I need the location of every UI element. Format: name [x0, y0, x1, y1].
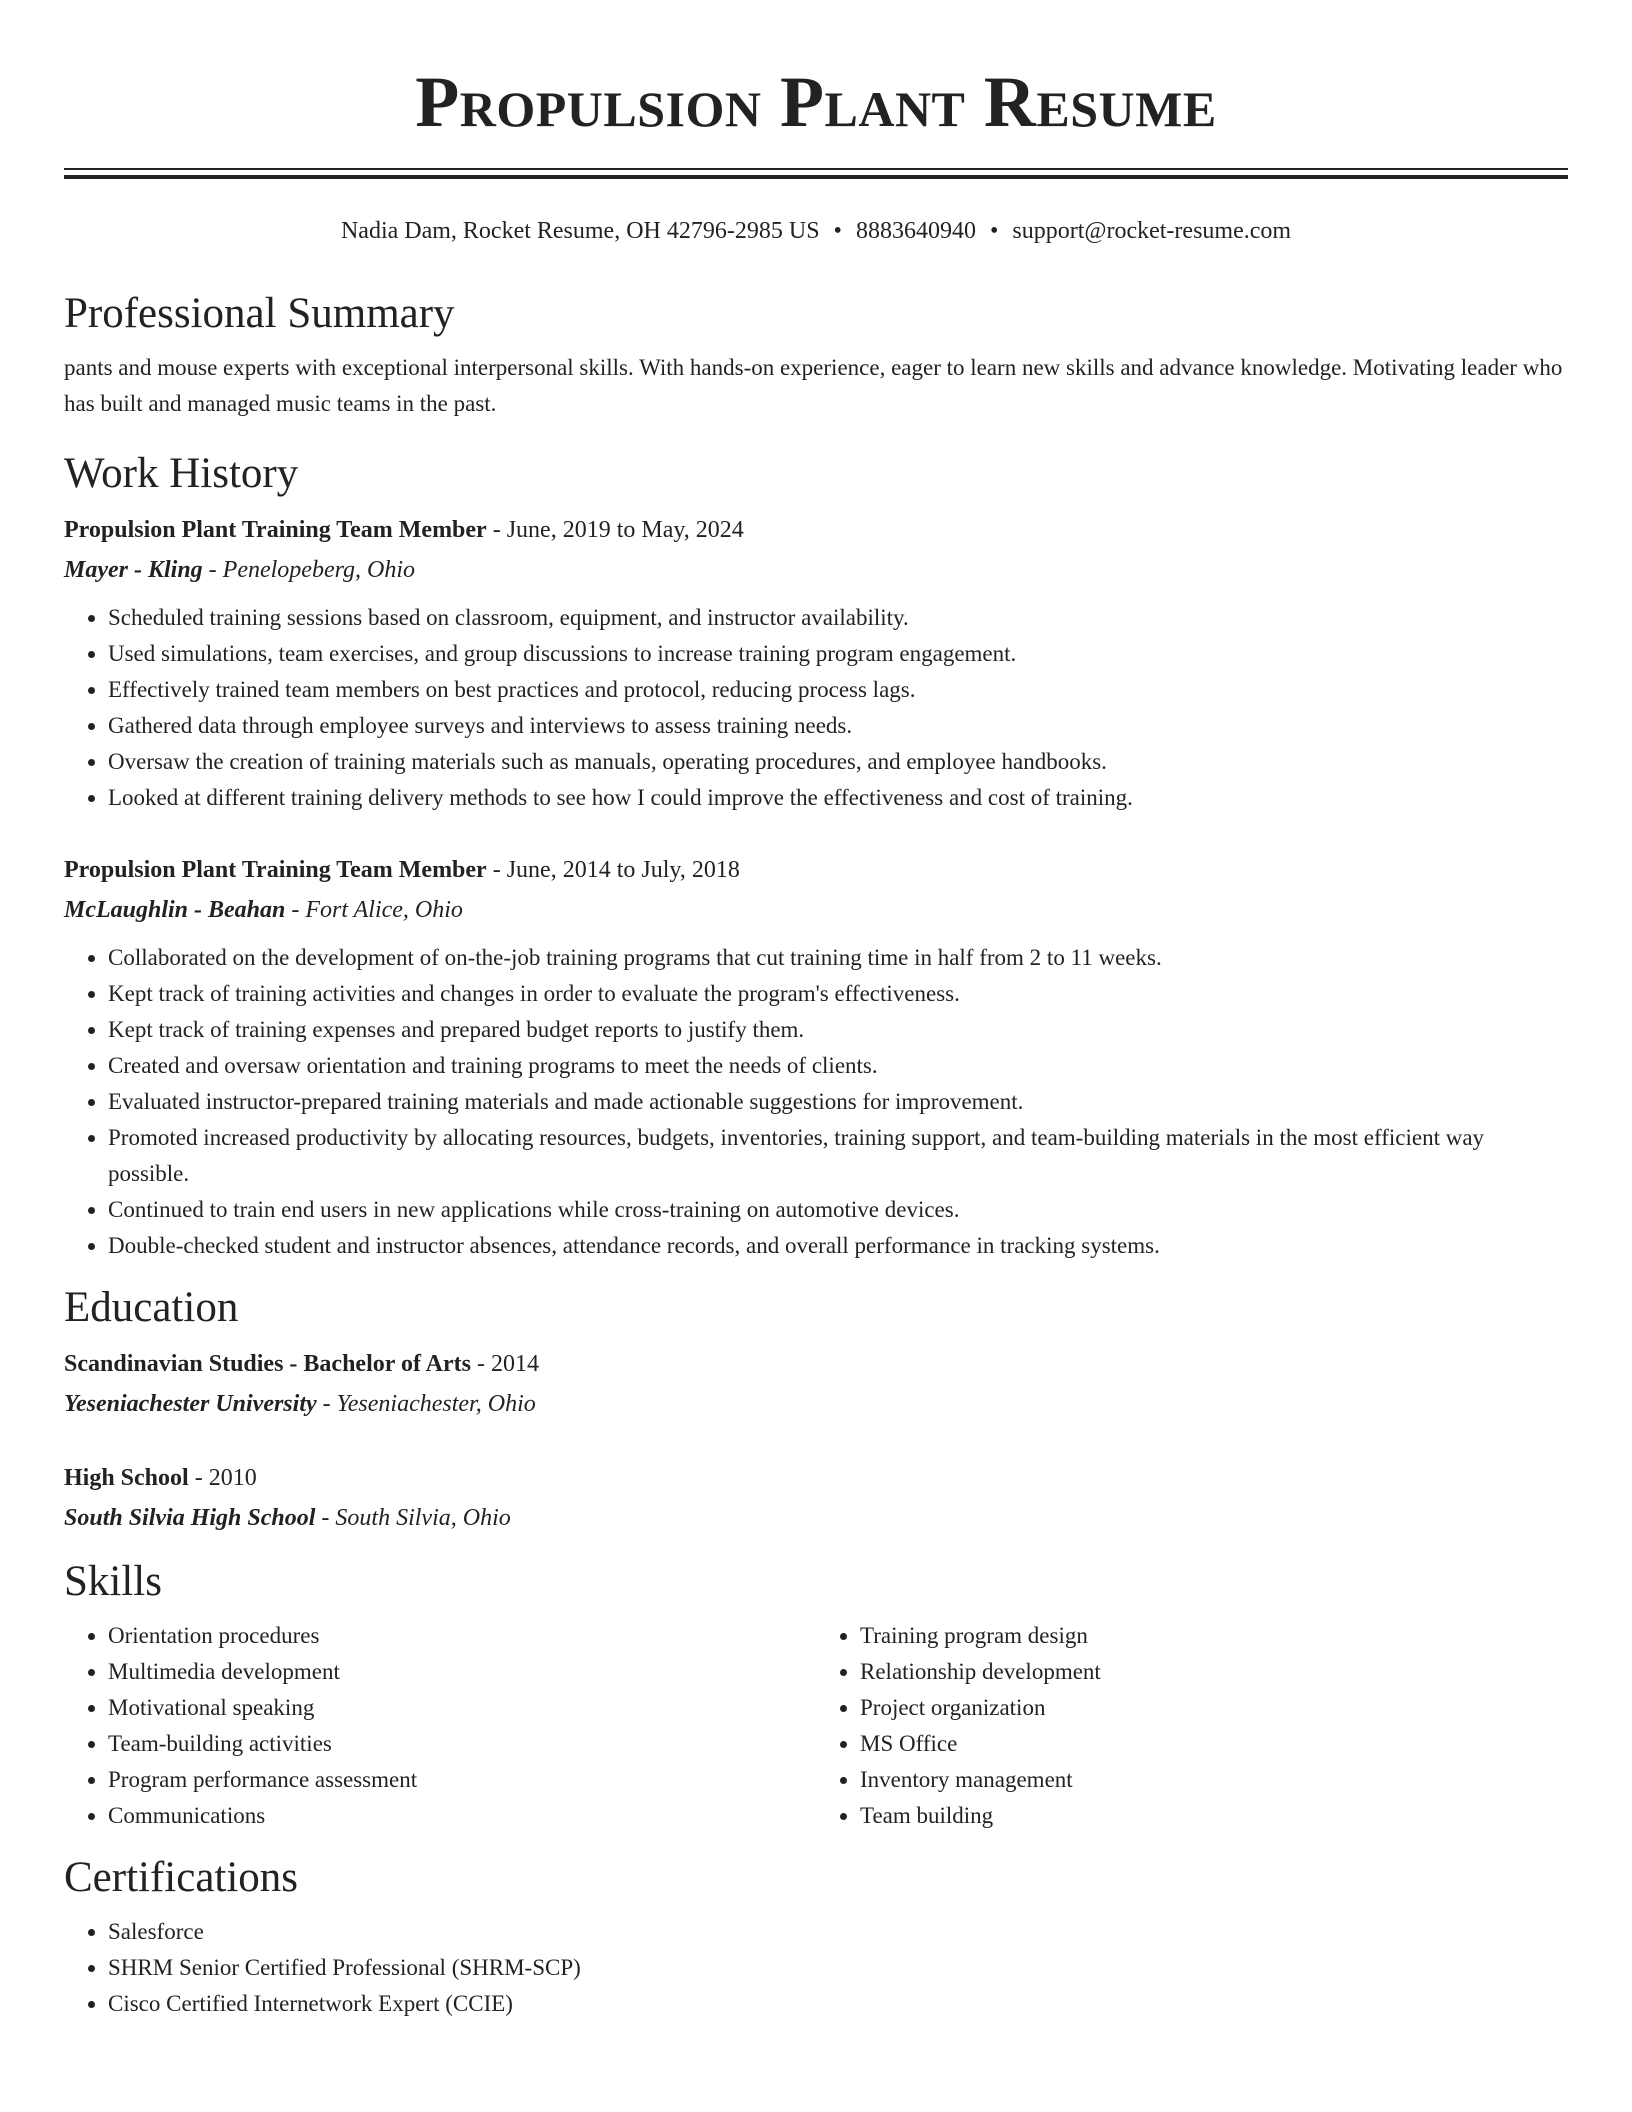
list-item: • Used simulations, team exercises, and group discussions to increase training program engagement.: [108, 636, 1568, 672]
title-divider-thick: [64, 175, 1568, 179]
list-item: • Multimedia development: [108, 1654, 816, 1690]
job-duties-list: [64, 600, 1568, 816]
resume-title: Propulsion Plant Resume: [415, 62, 1217, 142]
job-title: Propulsion Plant Training Team Member: [64, 857, 487, 883]
resume-body: [64, 288, 1568, 2022]
contact-address: Nadia Dam, Rocket Resume, OH 42796-2985 US: [340, 218, 820, 244]
list-item: • Continued to train end users in new applications while cross-training on automotive devices.: [108, 1192, 1568, 1228]
job-company: McLaughlin - Beahan: [64, 897, 286, 923]
job-entry: [64, 510, 1568, 816]
list-item: • Promoted increased productivity by allocating resources, budgets, inventories, training support, and team-building materials in the most efficient way possible.: [108, 1120, 1568, 1192]
contact-line: [64, 214, 1568, 248]
list-item: • Looked at different training delivery methods to see how I could improve the effectiveness and cost of training.: [108, 780, 1568, 816]
list-item: • Salesforce: [108, 1914, 1568, 1950]
school-line: [64, 1498, 1568, 1538]
certifications-heading: Certifications: [64, 1854, 299, 1901]
skills-heading: Skills: [64, 1558, 162, 1605]
certifications-section: [64, 1852, 1568, 2022]
title-divider-thin: [64, 168, 1568, 170]
job-duties-list: [64, 940, 1568, 1264]
job-dates: - June, 2019 to May, 2024: [492, 517, 744, 543]
list-item: • Inventory management: [860, 1762, 1568, 1798]
list-item: • Created and oversaw orientation and training programs to meet the needs of clients.: [108, 1048, 1568, 1084]
summary-section: [64, 288, 1568, 422]
degree-line: [64, 1458, 1568, 1498]
skills-list-left: [64, 1618, 816, 1834]
list-item: • Project organization: [860, 1690, 1568, 1726]
list-item: • Kept track of training activities and changes in order to evaluate the program's effectiveness.: [108, 976, 1568, 1012]
list-item: • Kept track of training expenses and prepared budget reports to justify them.: [108, 1012, 1568, 1048]
school-line: [64, 1384, 1568, 1424]
job-company-line: [64, 890, 1568, 930]
work-history-heading: Work History: [64, 450, 299, 497]
job-location: - Fort Alice, Ohio: [291, 897, 463, 923]
job-dates: - June, 2014 to July, 2018: [492, 857, 740, 883]
certifications-list: [64, 1914, 1568, 2022]
education-entry: [64, 1458, 1568, 1538]
list-item: • Cisco Certified Internetwork Expert (CCIE): [108, 1986, 1568, 2022]
list-item: • Oversaw the creation of training materials such as manuals, operating procedures, and employee handbooks.: [108, 744, 1568, 780]
contact-phone: 8883640940: [855, 218, 976, 244]
list-item: • Team building: [860, 1798, 1568, 1834]
school-name: South Silvia High School: [64, 1505, 316, 1531]
list-item: • Double-checked student and instructor absences, attendance records, and overall performance in tracking systems.: [108, 1228, 1568, 1264]
summary-text: pants and mouse experts with exceptional interpersonal skills. With hands-on experience, eager to learn new skills and advance knowledge. Motivating leader who has built and managed music teams in the past.: [64, 355, 1563, 416]
degree-name: High School: [64, 1465, 189, 1491]
education-heading: Education: [64, 1284, 239, 1331]
job-title: Propulsion Plant Training Team Member: [64, 517, 487, 543]
job-entry: [64, 850, 1568, 1264]
list-item: • Orientation procedures: [108, 1618, 816, 1654]
job-location: - Penelopeberg, Ohio: [208, 557, 416, 583]
list-item: • Scheduled training sessions based on classroom, equipment, and instructor availability.: [108, 600, 1568, 636]
list-item: • Effectively trained team members on best practices and protocol, reducing process lags.: [108, 672, 1568, 708]
degree-name: Scandinavian Studies - Bachelor of Arts: [64, 1351, 471, 1377]
skills-section: [64, 1556, 1568, 1834]
list-item: • Program performance assessment: [108, 1762, 816, 1798]
list-item: • Motivational speaking: [108, 1690, 816, 1726]
list-item: • SHRM Senior Certified Professional (SHRM-SCP): [108, 1950, 1568, 1986]
list-item: • Team-building activities: [108, 1726, 816, 1762]
school-location: - Yeseniachester, Ohio: [322, 1391, 536, 1417]
work-history-section: [64, 448, 1568, 1264]
school-location: - South Silvia, Ohio: [321, 1505, 511, 1531]
school-name: Yeseniachester University: [64, 1391, 317, 1417]
list-item: • Communications: [108, 1798, 816, 1834]
list-item: • MS Office: [860, 1726, 1568, 1762]
contact-separator: •: [833, 218, 842, 244]
list-item: • Training program design: [860, 1618, 1568, 1654]
list-item: • Relationship development: [860, 1654, 1568, 1690]
degree-year: - 2010: [194, 1465, 257, 1491]
summary-heading: Professional Summary: [64, 290, 455, 337]
contact-email: support@rocket-resume.com: [1012, 218, 1292, 244]
skills-list-right: [816, 1618, 1568, 1834]
job-title-line: [64, 510, 1568, 550]
job-company-line: [64, 550, 1568, 590]
education-section: [64, 1282, 1568, 1538]
education-entry: [64, 1344, 1568, 1424]
job-company: Mayer - Kling: [64, 557, 203, 583]
degree-year: - 2014: [476, 1351, 539, 1377]
contact-separator: •: [989, 218, 999, 244]
list-item: • Evaluated instructor-prepared training materials and made actionable suggestions for improvement.: [108, 1084, 1568, 1120]
skills-columns: [64, 1618, 1568, 1834]
list-item: • Gathered data through employee surveys and interviews to assess training needs.: [108, 708, 1568, 744]
degree-line: [64, 1344, 1568, 1384]
list-item: • Collaborated on the development of on-the-job training programs that cut training time in half from 2 to 11 weeks.: [108, 940, 1568, 976]
job-title-line: [64, 850, 1568, 890]
